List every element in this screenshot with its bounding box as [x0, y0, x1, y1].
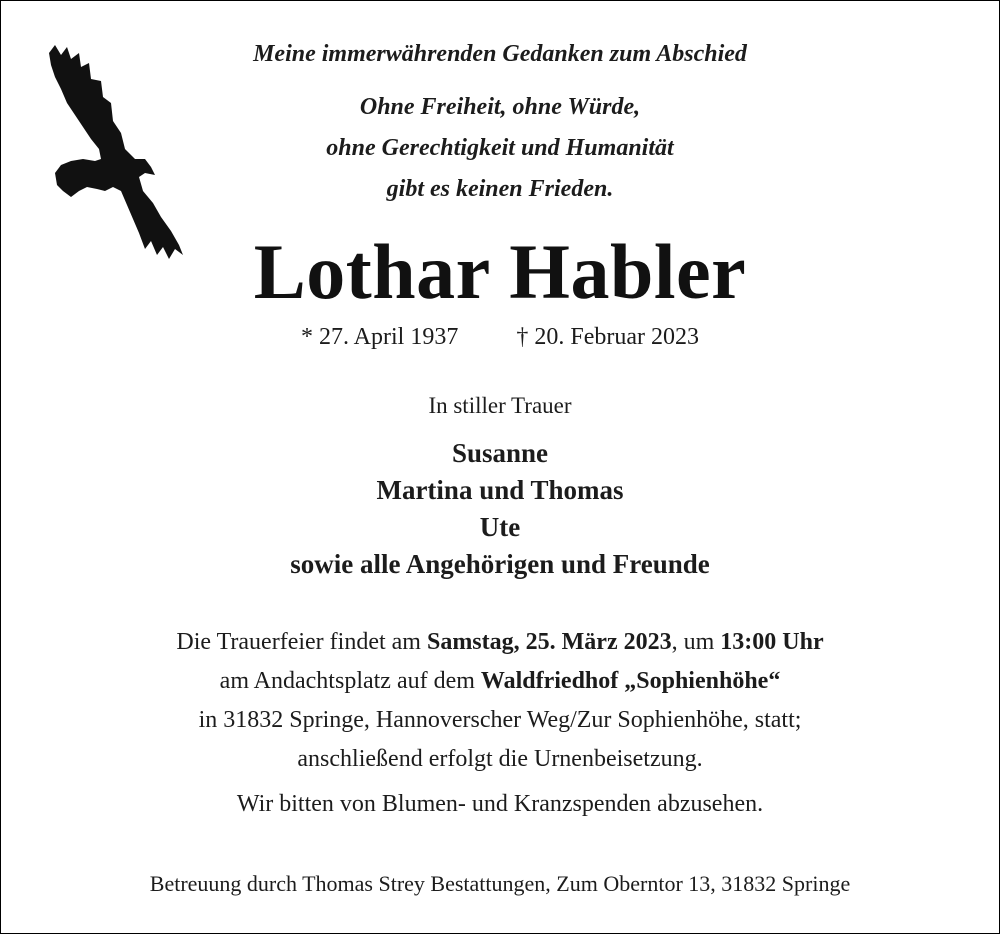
- mourning-intro: In stiller Trauer: [428, 393, 572, 418]
- deceased-name: Lothar Habler: [253, 228, 747, 315]
- mourners-list: [1, 435, 999, 583]
- mourner-name: Ute: [479, 512, 521, 542]
- service-time: 13:00 Uhr: [720, 629, 824, 655]
- motto-line: gibt es keinen Frieden.: [386, 176, 614, 202]
- undertaker-footer: Betreuung durch Thomas Strey Bestattungen, Zum Oberntor 13, 31832 Springe: [149, 871, 851, 896]
- motto-line: ohne Gerechtigkeit und Humanität: [326, 135, 674, 161]
- service-line-2: [1, 662, 999, 701]
- motto-heading: Meine immerwährenden Gedanken zum Abschied: [253, 41, 747, 67]
- mourner-name: Susanne: [451, 438, 549, 468]
- service-text: Die Trauerfeier findet am: [176, 629, 427, 655]
- mourner-name: sowie alle Angehörigen und Freunde: [290, 549, 710, 579]
- funeral-service-info: [1, 623, 999, 779]
- service-line-1: [1, 623, 999, 662]
- death-date: † 20. Februar 2023: [516, 324, 699, 350]
- flower-request: Wir bitten von Blumen- und Kranzspenden abzusehen.: [236, 791, 764, 817]
- service-date: Samstag, 25. März 2023: [426, 629, 672, 655]
- motto-line: Ohne Freiheit, ohne Würde,: [359, 94, 641, 120]
- service-line-4: anschließend erfolgt die Urnenbeisetzung.: [297, 746, 703, 772]
- service-text: , um: [671, 629, 721, 655]
- motto-poem: [1, 87, 999, 210]
- life-dates: [1, 324, 999, 351]
- birth-date: * 27. April 1937: [301, 324, 459, 350]
- service-line-3: in 31832 Springe, Hannoverscher Weg/Zur Sophienhöhe, statt;: [198, 707, 802, 733]
- service-place: Waldfriedhof „Sophienhöhe“: [480, 668, 781, 694]
- mourner-name: Martina und Thomas: [376, 475, 624, 505]
- service-text: am Andachtsplatz auf dem: [219, 668, 481, 694]
